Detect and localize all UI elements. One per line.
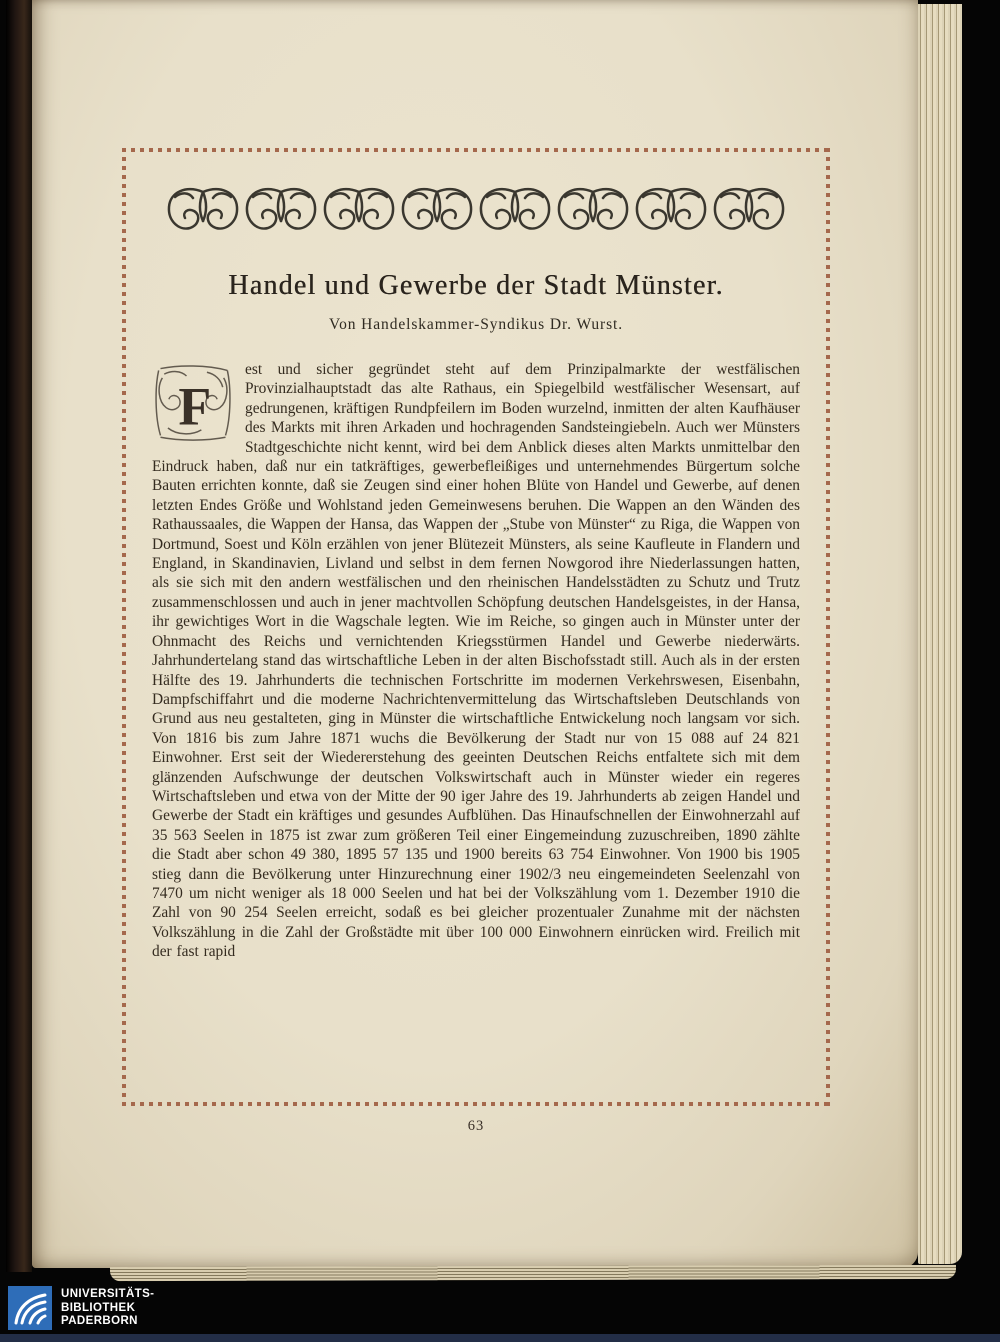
scroll-ornament-icon	[320, 182, 398, 234]
scroll-ornament-icon	[710, 182, 788, 234]
scroll-ornament-icon	[242, 182, 320, 234]
header-ornament-band	[122, 182, 830, 234]
border-edge-bottom	[122, 1102, 830, 1106]
border-edge-left	[122, 148, 126, 1106]
library-watermark	[8, 1286, 154, 1330]
border-edge-right	[826, 148, 830, 1106]
body-paragraph: est und sicher gegründet steht auf dem Prinzipalmarkte der westfälischen Provinzialhauptstadt das alte Rathaus, ein Spiegelbild westfälischer Wesensart, auf gedrungenen, kräftigen Rundpfeilern im Boden wurzelnd, inmitten der alten Kaufhäuser des Markts mit ihren Arkaden und hochragenden Sandsteingiebeln. Auch wer Münsters Stadtgeschichte nicht kennt, wird bei dem Anblick dieses alten Markts unmittelbar den Eindruck haben, daß nur ein tatkräftiges, gewerbefleißiges und unternehmendes Bürgertum solche Bauten errichten konnte, daß sie Zeugen sind einer hohen Blüte von Handel und Gewerbe, auf denen letzten Endes Größe und Wohlstand jeden Gemeinwesens beruhen. Die Wappen an den Wänden des Rathaussaales, die Wappen der Hansa, das Wappen der „Stube von Münster“ zu Riga, die Wappen von Dortmund, Soest und Köln erzählen von jener Blütezeit Münsters, als seine Kaufleute in Flandern und England, in Skandinavien, Livland und selbst in dem fernen Nowgorod ihre Niederlassungen hatten, als sie sich mit den andern westfälischen und den rheinischen Handelsstädten zu Schutz und Trutz zusammenschlossen und auch in jener machtvollen Schöpfung deutschen Handelsgeistes, in der Hansa, ihr gewichtiges Wort in die Wagschale legten. Wie im Reiche, so gingen auch in Münster unter der Ohnmacht des Reichs und vernichtenden Kriegsstürmen Handel und Gewerbe niederwärts. Jahrhundertelang stand das wirtschaftliche Leben in der alten Bischofsstadt still. Auch als in der ersten Hälfte des 19. Jahrhunderts die technischen Fortschritte im modernen Verkehrswesen, Eisenbahn, Dampfschiffahrt und die moderne Nachrichtenvermittelung das Wirtschaftsleben Deutschlands von Grund aus neu gestalteten, ging in Münster die wirtschaftliche Entwickelung noch langsam vor sich. Von 1816 bis zum Jahre 1871 wuchs die Bevölkerung der Stadt nur von 15 088 auf 24 821 Einwohner. Erst seit der Wiedererstehung des geeinten Deutschen Reichs entfaltete sich mit dem glänzenden Aufschwunge der deutschen Volkswirtschaft auch in Münster wieder ein regeres Wirtschaftsleben und etwa von der Mitte der 90 iger Jahre des 19. Jahrhunderts ab zeigen Handel und Gewerbe der Stadt ein kräftiges und gesundes Aufblühen. Das Hinaufschnellen der Einwohnerzahl auf 35 563 Seelen in 1875 ist zwar zum größeren Teil einer Eingemeindung zuzuschreiben, 1890 zählte die Stadt aber schon 49 380, 1895 57 135 und 1900 bereits 63 754 Einwohner. Von 1900 bis 1905 stieg dann die Bevölkerung unter Hinzurechnung einer 1902/3 neu eingemeindeten Seelenzahl von 7470 um nicht weniger als 18 000 Seelen und hat bei der Volkszählung vom 1. Dezember 1910 die Zahl von 90 254 Seelen erreicht, sodaß es bei gleicher prozentualer Zunahme mit der nächsten Volkszählung in die Zahl der Großstädte mit über 100 000 Einwohnern einrücken wird. Freilich mit der fast rapid	[152, 361, 800, 961]
watermark-line: UNIVERSITÄTS-	[61, 1288, 155, 1300]
book-page	[32, 0, 918, 1268]
page-number: 63	[467, 1118, 485, 1134]
border-edge-top	[122, 148, 830, 152]
ornamental-border	[122, 148, 830, 1106]
book-spine	[6, 0, 32, 1272]
drop-cap-ornament-icon	[152, 363, 234, 441]
page-stack-edge-bottom	[110, 1265, 956, 1281]
body-text	[152, 360, 800, 962]
watermark-line: BIBLIOTHEK	[61, 1301, 136, 1314]
library-logo-icon	[8, 1286, 52, 1330]
scroll-ornament-icon	[554, 182, 632, 234]
scroll-ornament-icon	[398, 182, 476, 234]
drop-cap-initial	[152, 363, 234, 441]
library-name	[61, 1286, 154, 1329]
drop-cap-letter: F	[178, 376, 212, 437]
bottom-blue-bar	[0, 1334, 1000, 1342]
scroll-ornament-icon	[476, 182, 554, 234]
watermark-line: PADERBORN	[61, 1315, 138, 1327]
scroll-ornament-icon	[164, 182, 242, 234]
page-subtitle: Von Handelskammer-Syndikus Dr. Wurst.	[329, 316, 623, 333]
scroll-ornament-icon	[632, 182, 710, 234]
page-stack-edge-right	[918, 4, 962, 1264]
page-title: Handel und Gewerbe der Stadt Münster.	[228, 270, 724, 301]
